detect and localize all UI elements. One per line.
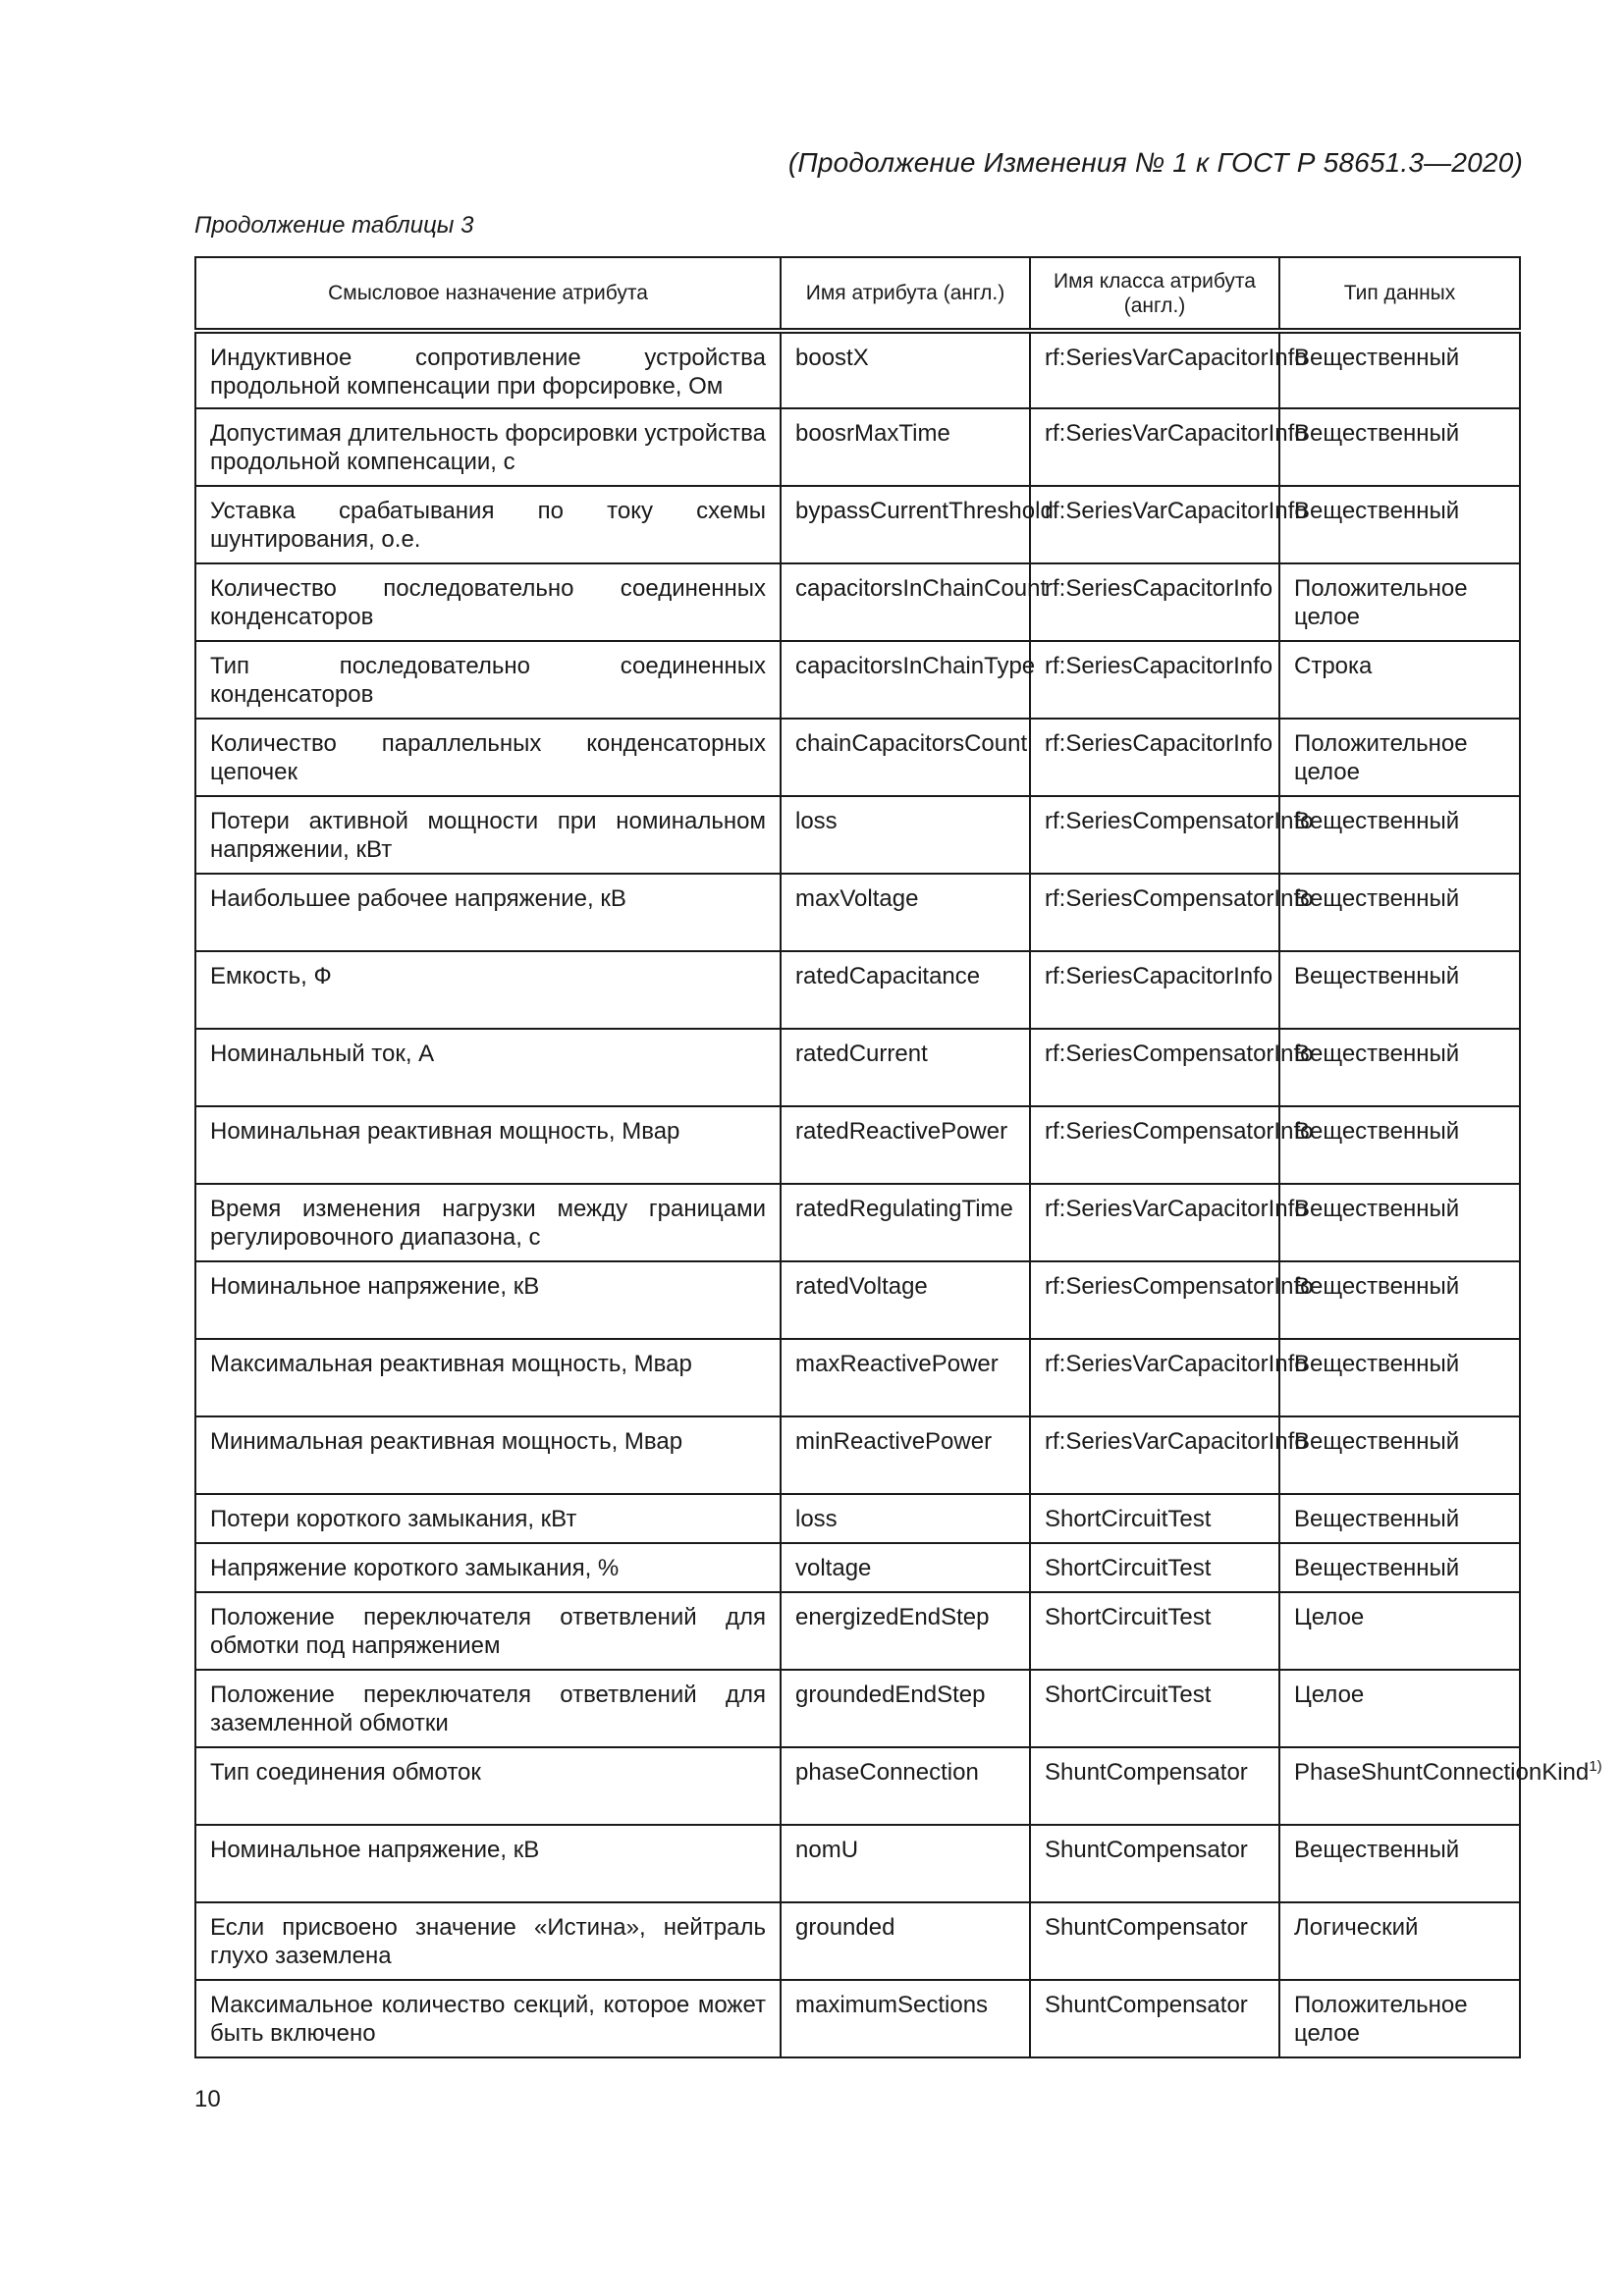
cell-data-type: Целое [1279,1670,1520,1747]
cell-meaning: Максимальное количество секций, которое может быть включено [195,1980,781,2057]
cell-attribute-class: rf:SeriesCompensatorInfo [1030,874,1279,951]
table-row [195,1029,1520,1106]
table-caption: Продолжение таблицы 3 [194,212,474,239]
cell-data-type: Положительное целое [1279,1980,1520,2057]
cell-attribute-name: capacitorsInChainType [781,641,1030,719]
cell-attribute-class: ShortCircuitTest [1030,1592,1279,1670]
column-header-attribute-class: Имя класса атрибута (англ.) [1030,257,1279,331]
cell-meaning: Время изменения нагрузки между границами регулировочного диапазона, с [195,1184,781,1261]
cell-attribute-class: ShortCircuitTest [1030,1543,1279,1592]
cell-attribute-class: rf:SeriesCompensatorInfo [1030,1261,1279,1339]
cell-meaning: Количество последовательно соединенных конденсаторов [195,563,781,641]
cell-attribute-class: ShortCircuitTest [1030,1494,1279,1543]
cell-attribute-name: ratedCurrent [781,1029,1030,1106]
cell-attribute-class: rf:SeriesVarCapacitorInfo [1030,1339,1279,1416]
cell-data-type: Положительное целое [1279,719,1520,796]
cell-attribute-class: rf:SeriesVarCapacitorInfo [1030,408,1279,486]
cell-attribute-name: phaseConnection [781,1747,1030,1825]
attributes-table [194,256,1602,2058]
cell-data-type: Вещественный [1279,1339,1520,1416]
cell-attribute-class: rf:SeriesCompensatorInfo [1030,1029,1279,1106]
cell-attribute-name: maxVoltage [781,874,1030,951]
table-row [195,719,1520,796]
cell-attribute-class: ShortCircuitTest [1030,1670,1279,1747]
cell-attribute-class: rf:SeriesVarCapacitorInfo [1030,486,1279,563]
cell-meaning: Номинальное напряжение, кВ [195,1261,781,1339]
cell-attribute-name: maximumSections [781,1980,1030,2057]
amendment-header: (Продолжение Изменения № 1 к ГОСТ Р 58651.3—2020) [787,147,1523,178]
cell-attribute-name: capacitorsInChainCount [781,563,1030,641]
cell-attribute-name: voltage [781,1543,1030,1592]
cell-attribute-name: boosrMaxTime [781,408,1030,486]
cell-attribute-class: rf:SeriesVarCapacitorInfo [1030,331,1279,408]
cell-attribute-name: ratedRegulatingTime [781,1184,1030,1261]
cell-meaning: Уставка срабатывания по току схемы шунтирования, о.е. [195,486,781,563]
cell-data-type: Вещественный [1279,1184,1520,1261]
cell-data-type: Логический [1279,1902,1520,1980]
cell-meaning: Тип последовательно соединенных конденсаторов [195,641,781,719]
cell-attribute-class: rf:SeriesVarCapacitorInfo [1030,1184,1279,1261]
cell-attribute-class: ShuntCompensator [1030,1747,1279,1825]
cell-attribute-class: rf:SeriesVarCapacitorInfo [1030,1416,1279,1494]
cell-data-type: Вещественный [1279,1416,1520,1494]
cell-attribute-class: ShuntCompensator [1030,1825,1279,1902]
cell-data-type: Положительное целое [1279,563,1520,641]
cell-meaning: Потери активной мощности при номинальном напряжении, кВт [195,796,781,874]
column-header-attribute-name: Имя атрибута (англ.) [781,257,1030,331]
cell-attribute-name: loss [781,796,1030,874]
cell-meaning: Емкость, Ф [195,951,781,1029]
cell-attribute-name: bypassCurrentThreshold [781,486,1030,563]
footnote-marker: 1) [1589,1758,1602,1775]
cell-meaning: Номинальная реактивная мощность, Мвар [195,1106,781,1184]
table-row [195,874,1520,951]
cell-meaning: Количество параллельных конденсаторных цепочек [195,719,781,796]
cell-attribute-class: rf:SeriesCompensatorInfo [1030,1106,1279,1184]
table-row [195,951,1520,1029]
table-row [195,486,1520,563]
cell-data-type: Вещественный [1279,1494,1520,1543]
table-row [195,1416,1520,1494]
table-row [195,1902,1520,1980]
cell-meaning: Минимальная реактивная мощность, Мвар [195,1416,781,1494]
cell-attribute-name: ratedVoltage [781,1261,1030,1339]
cell-attribute-name: boostX [781,331,1030,408]
cell-attribute-name: energizedEndStep [781,1592,1030,1670]
cell-data-type: Строка [1279,641,1520,719]
cell-meaning: Номинальный ток, А [195,1029,781,1106]
cell-data-type: Вещественный [1279,1106,1520,1184]
table-row [195,1825,1520,1902]
cell-meaning: Напряжение короткого замыкания, % [195,1543,781,1592]
table-row [195,641,1520,719]
cell-attribute-name: ratedReactivePower [781,1106,1030,1184]
table-row [195,796,1520,874]
cell-attribute-name: grounded [781,1902,1030,1980]
cell-data-type: Вещественный [1279,796,1520,874]
table-row [195,1747,1520,1825]
cell-attribute-name: chainCapacitorsCount [781,719,1030,796]
cell-meaning: Тип соединения обмоток [195,1747,781,1825]
cell-data-type: Вещественный [1279,1261,1520,1339]
column-header-data-type: Тип данных [1279,257,1520,331]
data-type-value: PhaseShuntConnectionKind [1294,1759,1590,1786]
cell-data-type: Вещественный [1279,486,1520,563]
table-row [195,1980,1520,2057]
cell-attribute-class: rf:SeriesCapacitorInfo [1030,951,1279,1029]
cell-data-type: Вещественный [1279,951,1520,1029]
cell-attribute-class: rf:SeriesCapacitorInfo [1030,641,1279,719]
cell-meaning: Номинальное напряжение, кВ [195,1825,781,1902]
table-row [195,1106,1520,1184]
cell-meaning: Наибольшее рабочее напряжение, кВ [195,874,781,951]
cell-data-type: Вещественный [1279,1825,1520,1902]
table-row [195,563,1520,641]
cell-attribute-class: rf:SeriesCapacitorInfo [1030,563,1279,641]
cell-attribute-class: rf:SeriesCompensatorInfo [1030,796,1279,874]
cell-attribute-name: ratedCapacitance [781,951,1030,1029]
cell-data-type: Вещественный [1279,408,1520,486]
page-number: 10 [194,2086,221,2112]
cell-data-type: Вещественный [1279,331,1520,408]
cell-attribute-name: maxReactivePower [781,1339,1030,1416]
table-header-row [195,257,1520,331]
cell-attribute-name: nomU [781,1825,1030,1902]
cell-attribute-name: groundedEndStep [781,1670,1030,1747]
cell-meaning: Положение переключателя ответвлений для заземленной обмотки [195,1670,781,1747]
cell-data-type [1279,1747,1602,1825]
cell-meaning: Индуктивное сопротивление устройства продольной компенсации при форсировке, Ом [195,331,781,408]
cell-attribute-class: rf:SeriesCapacitorInfo [1030,719,1279,796]
cell-meaning: Допустимая длительность форсировки устройства продольной компенсации, с [195,408,781,486]
cell-attribute-class: ShuntCompensator [1030,1902,1279,1980]
table-row [195,1261,1520,1339]
table-row [195,1339,1520,1416]
cell-meaning: Максимальная реактивная мощность, Мвар [195,1339,781,1416]
cell-data-type: Целое [1279,1592,1520,1670]
cell-attribute-class: ShuntCompensator [1030,1980,1279,2057]
cell-attribute-name: loss [781,1494,1030,1543]
cell-attribute-name: minReactivePower [781,1416,1030,1494]
table-row [195,1543,1520,1592]
table-row [195,331,1520,408]
cell-data-type: Вещественный [1279,1029,1520,1106]
table-row [195,408,1520,486]
cell-meaning: Потери короткого замыкания, кВт [195,1494,781,1543]
table-row [195,1494,1520,1543]
table-row [195,1670,1520,1747]
cell-meaning: Положение переключателя ответвлений для обмотки под напряжением [195,1592,781,1670]
table-row [195,1184,1520,1261]
column-header-meaning: Смысловое назначение атрибута [195,257,781,331]
cell-meaning: Если присвоено значение «Истина», нейтраль глухо заземлена [195,1902,781,1980]
cell-data-type: Вещественный [1279,1543,1520,1592]
table-row [195,1592,1520,1670]
cell-data-type: Вещественный [1279,874,1520,951]
